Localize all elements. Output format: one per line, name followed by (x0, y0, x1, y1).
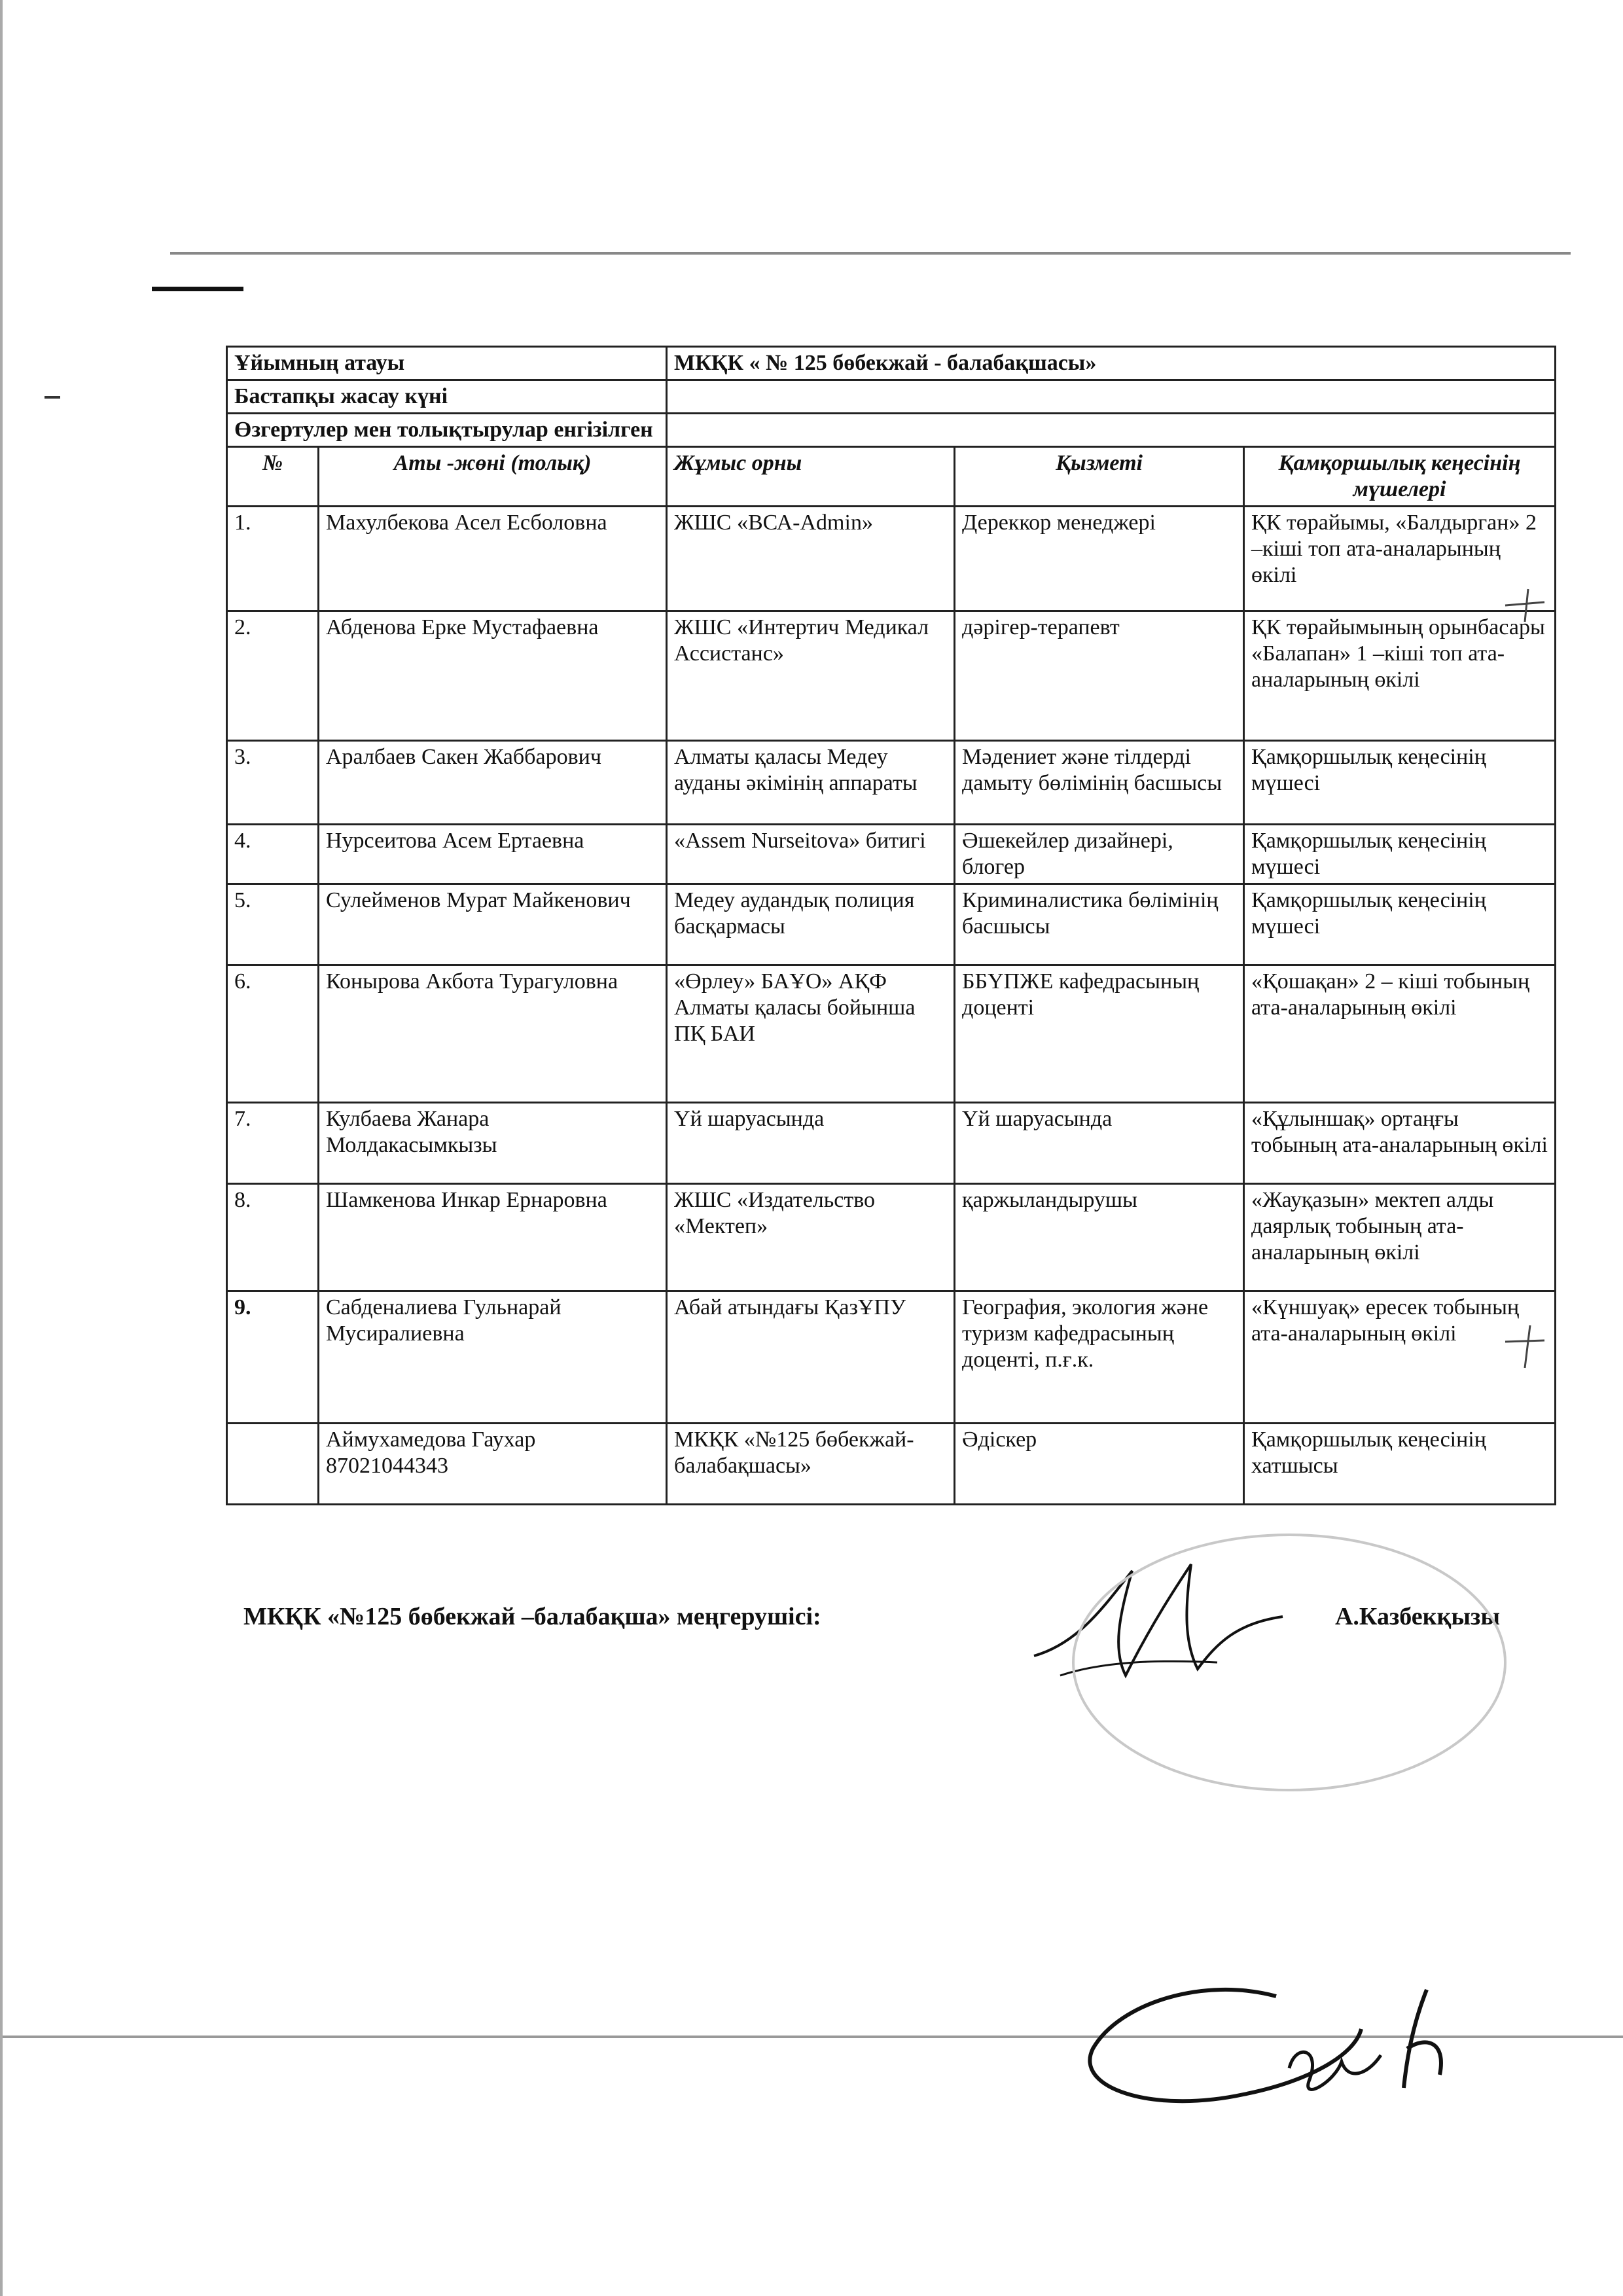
table-row (227, 1424, 1556, 1505)
member-position: қаржыландырушы (955, 1184, 1244, 1291)
director-name: А.Казбекқызы (1334, 1603, 1500, 1630)
table-row (227, 1291, 1556, 1424)
check-mark-icon (1499, 1316, 1551, 1374)
member-name: Шамкенова Инкар Ернаровна (319, 1184, 667, 1291)
member-position: Әдіскер (955, 1424, 1244, 1505)
member-work: ЖШС «Издательство «Мектеп» (667, 1184, 955, 1291)
member-name: Сулейменов Мурат Майкенович (319, 884, 667, 965)
member-name: Кулбаева Жанара Молдакасымкызы (319, 1103, 667, 1184)
creation-date-value (667, 380, 1556, 414)
member-num: 7. (227, 1103, 319, 1184)
member-work: Үй шаруасында (667, 1103, 955, 1184)
creation-date-label: Бастапқы жасау күні (227, 380, 667, 414)
member-position: География, экология және туризм кафедрасының доценті, п.ғ.к. (955, 1291, 1244, 1424)
member-name: Сабденалиева Гульнарай Мусиралиевна (319, 1291, 667, 1424)
table-row (227, 507, 1556, 611)
member-num: 4. (227, 825, 319, 884)
col-num-header: № (227, 447, 319, 507)
changes-row (227, 414, 1556, 447)
member-num: 6. (227, 965, 319, 1103)
table-row (227, 1184, 1556, 1291)
director-title: МКҚК «№125 бөбекжай –балабақша» меңгерушісі: (243, 1603, 821, 1630)
member-role: Қамқоршылық кеңесінің мүшесі (1244, 741, 1556, 825)
member-work: «Өрлеу» БАҰО» АҚФ Алматы қаласы бойынша ПҚ БАИ (667, 965, 955, 1103)
col-role-header: Қамқоршылық кеңесінің мүшелері (1244, 447, 1556, 507)
member-name: Аймухамедова Гаухар 87021044343 (319, 1424, 667, 1505)
member-work: Медеу аудандық полиция басқармасы (667, 884, 955, 965)
scan-artifact-left-edge (0, 0, 3, 2296)
check-mark-icon (1499, 576, 1551, 628)
member-work: Абай атындағы ҚазҰПУ (667, 1291, 955, 1424)
member-num: 8. (227, 1184, 319, 1291)
member-work: ЖШС «Интертич Медикал Ассистанс» (667, 611, 955, 741)
col-name-header: Аты -жөні (толық) (319, 447, 667, 507)
table-row (227, 741, 1556, 825)
secretary-signature-icon (1073, 1950, 1492, 2121)
member-position: Мәдениет және тілдерді дамыту бөлімінің басшысы (955, 741, 1244, 825)
member-num (227, 1424, 319, 1505)
member-name: Конырова Акбота Турагуловна (319, 965, 667, 1103)
member-position: ББҮПЖЕ кафедрасының доценті (955, 965, 1244, 1103)
member-work: «Assem Nurseitova» битигі (667, 825, 955, 884)
member-position: Үй шаруасында (955, 1103, 1244, 1184)
member-role: ҚК төрайымының орынбасары «Балапан» 1 –кіші топ ата-аналарының өкілі (1244, 611, 1556, 741)
member-num: 1. (227, 507, 319, 611)
table-row (227, 1103, 1556, 1184)
member-num: 5. (227, 884, 319, 965)
changes-label: Өзгертулер мен толықтырулар енгізілген (227, 414, 667, 447)
scan-artifact-top (170, 252, 1571, 255)
member-num: 9. (227, 1291, 319, 1424)
creation-date-row (227, 380, 1556, 414)
member-num: 3. (227, 741, 319, 825)
member-position: Криминалистика бөлімінің басшысы (955, 884, 1244, 965)
member-name: Махулбекова Асел Есболовна (319, 507, 667, 611)
org-name-row (227, 347, 1556, 380)
col-work-header: Жұмыс орны (667, 447, 955, 507)
table-row (227, 965, 1556, 1103)
member-num: 2. (227, 611, 319, 741)
member-position: дәрігер-терапевт (955, 611, 1244, 741)
member-work: МКҚК «№125 бөбекжай-балабақшасы» (667, 1424, 955, 1505)
member-work: ЖШС «ВСА-Admin» (667, 507, 955, 611)
council-members-table (226, 346, 1556, 1505)
scan-artifact-mark (45, 396, 60, 399)
scan-artifact-dash (152, 287, 243, 291)
seal-stamp-icon (1060, 1525, 1518, 1800)
member-role: Қамқоршылық кеңесінің хатшысы (1244, 1424, 1556, 1505)
member-role: ҚК төрайымы, «Балдырган» 2 –кіші топ ата-аналарының өкілі (1244, 507, 1556, 611)
member-role: «Құлыншақ» ортаңғы тобының ата-аналарының өкілі (1244, 1103, 1556, 1184)
member-name: Нурсеитова Асем Ертаевна (319, 825, 667, 884)
column-header-row (227, 447, 1556, 507)
table-row (227, 611, 1556, 741)
table-row (227, 884, 1556, 965)
member-name: Аралбаев Сакен Жаббарович (319, 741, 667, 825)
member-role: «Қошақан» 2 – кіші тобының ата-аналарының өкілі (1244, 965, 1556, 1103)
changes-value (667, 414, 1556, 447)
member-role: Қамқоршылық кеңесінің мүшесі (1244, 884, 1556, 965)
col-position-header: Қызметі (955, 447, 1244, 507)
member-position: Әшекейлер дизайнері, блогер (955, 825, 1244, 884)
org-name-value: МКҚК « № 125 бөбекжай - балабақшасы» (667, 347, 1556, 380)
member-work: Алматы қаласы Медеу ауданы әкімінің аппараты (667, 741, 955, 825)
member-role: Қамқоршылық кеңесінің мүшесі (1244, 825, 1556, 884)
org-name-label: Ұйымның атауы (227, 347, 667, 380)
table-row (227, 825, 1556, 884)
member-role: «Жауқазын» мектеп алды даярлық тобының ата-аналарының өкілі (1244, 1184, 1556, 1291)
member-name: Абденова Ерке Мустафаевна (319, 611, 667, 741)
member-role: «Күншуақ» ересек тобының ата-аналарының өкілі (1244, 1291, 1556, 1424)
member-position: Дереккор менеджері (955, 507, 1244, 611)
